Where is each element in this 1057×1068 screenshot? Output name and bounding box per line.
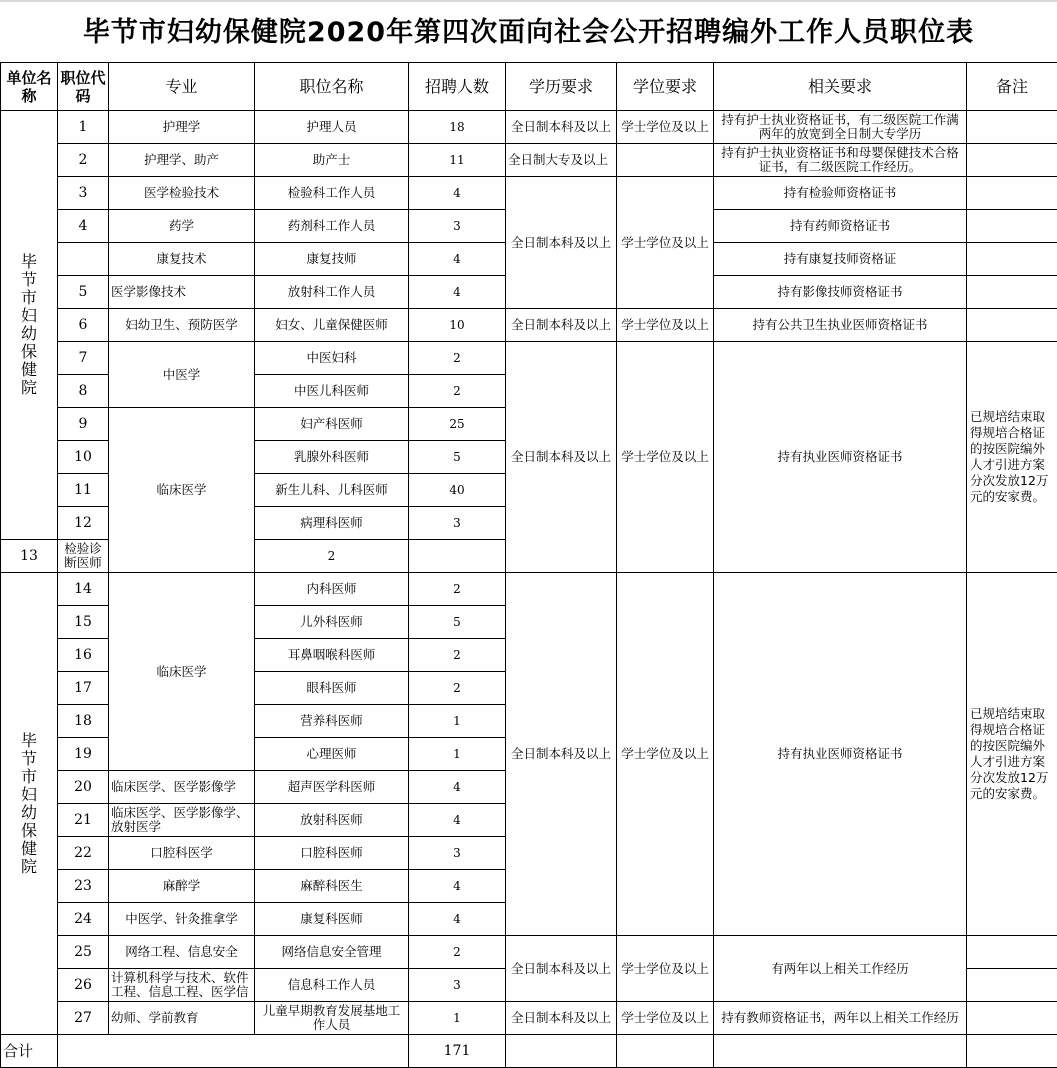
major-cell: 计算机科学与技术、软件工程、信息工程、医学信 (109, 969, 255, 1002)
count-cell: 18 (409, 111, 506, 144)
requirement-cell: 持有护士执业资格证书和母婴保健技术合格证书，有二级医院工作经历。 (714, 144, 967, 177)
degree-cell: 学士学位及以上 (617, 1002, 714, 1035)
code-cell: 7 (58, 342, 109, 375)
table-row (1, 1002, 1057, 1035)
note-cell (967, 144, 1057, 177)
position-cell: 新生儿科、儿科医师 (255, 474, 409, 507)
position-cell: 麻醉科医生 (255, 870, 409, 903)
position-cell: 放射科工作人员 (255, 276, 409, 309)
code-cell: 9 (58, 408, 109, 441)
education-cell: 全日制本科及以上 (506, 309, 617, 342)
code-cell: 6 (58, 309, 109, 342)
page-title: 毕节市妇幼保健院2020年第四次面向社会公开招聘编外工作人员职位表 (0, 0, 1057, 62)
degree-cell: 学士学位及以上 (617, 342, 714, 573)
requirement-cell: 持有检验师资格证书 (714, 177, 967, 210)
code-cell: 27 (58, 1002, 109, 1035)
position-cell: 放射科医师 (255, 804, 409, 837)
code-cell: 2 (58, 144, 109, 177)
position-cell: 营养科医师 (255, 705, 409, 738)
major-cell: 中医学、针灸推拿学 (109, 903, 255, 936)
count-cell: 4 (409, 903, 506, 936)
position-cell: 眼科医师 (255, 672, 409, 705)
requirement-cell: 持有执业医师资格证书 (714, 342, 967, 573)
header-degree: 学位要求 (617, 63, 714, 111)
degree-cell: 学士学位及以上 (617, 177, 714, 309)
code-cell: 26 (58, 969, 109, 1002)
code-cell: 11 (58, 474, 109, 507)
position-cell: 儿外科医师 (255, 606, 409, 639)
position-cell: 药剂科工作人员 (255, 210, 409, 243)
code-cell: 13 (1, 540, 58, 573)
table-row (1, 144, 1057, 177)
count-cell: 40 (409, 474, 506, 507)
requirement-cell: 持有公共卫生执业医师资格证书 (714, 309, 967, 342)
major-cell: 康复技术 (109, 243, 255, 276)
count-cell: 10 (409, 309, 506, 342)
code-cell: 3 (58, 177, 109, 210)
position-cell: 检验科工作人员 (255, 177, 409, 210)
count-cell: 1 (409, 705, 506, 738)
count-cell: 4 (409, 771, 506, 804)
major-cell: 药学 (109, 210, 255, 243)
education-cell: 全日制本科及以上 (506, 573, 617, 936)
education-cell: 全日制大专及以上 (506, 144, 617, 177)
requirement-cell: 持有药师资格证书 (714, 210, 967, 243)
note-cell (967, 276, 1057, 309)
code-cell: 22 (58, 837, 109, 870)
note-cell (967, 243, 1057, 276)
position-cell: 超声医学科医师 (255, 771, 409, 804)
code-cell: 12 (58, 507, 109, 540)
code-cell: 5 (58, 276, 109, 309)
education-cell: 全日制本科及以上 (506, 1002, 617, 1035)
code-cell: 24 (58, 903, 109, 936)
total-count: 171 (409, 1035, 506, 1068)
major-cell: 医学检验技术 (109, 177, 255, 210)
position-cell: 中医儿科医师 (255, 375, 409, 408)
count-cell: 25 (409, 408, 506, 441)
count-cell: 4 (409, 804, 506, 837)
position-cell: 耳鼻咽喉科医师 (255, 639, 409, 672)
table-row (1, 573, 1057, 606)
degree-cell: 学士学位及以上 (617, 111, 714, 144)
header-code: 职位代码 (58, 63, 109, 111)
note-cell: 已规培结束取得规培合格证的按医院编外人才引进方案分次发放12万元的安家费。 (967, 573, 1057, 936)
unit-name-cell: 毕节市妇幼保健院 (1, 111, 58, 540)
code-cell: 23 (58, 870, 109, 903)
requirement-cell: 持有影像技师资格证书 (714, 276, 967, 309)
count-cell: 1 (409, 738, 506, 771)
major-cell: 医学影像技术 (109, 276, 255, 309)
note-cell (967, 1002, 1057, 1035)
major-cell: 中医学 (109, 342, 255, 408)
requirement-cell: 持有教师资格证书，两年以上相关工作经历 (714, 1002, 967, 1035)
degree-cell: 学士学位及以上 (617, 936, 714, 1002)
code-cell: 25 (58, 936, 109, 969)
count-cell: 2 (255, 540, 409, 573)
header-education: 学历要求 (506, 63, 617, 111)
degree-cell: 学士学位及以上 (617, 309, 714, 342)
header-note: 备注 (967, 63, 1057, 111)
position-cell: 心理医师 (255, 738, 409, 771)
note-cell (967, 111, 1057, 144)
position-cell: 内科医师 (255, 573, 409, 606)
count-cell: 2 (409, 573, 506, 606)
major-cell: 临床医学 (109, 408, 255, 573)
header-major: 专业 (109, 63, 255, 111)
education-cell: 全日制本科及以上 (506, 177, 617, 309)
major-cell: 护理学 (109, 111, 255, 144)
note-cell (967, 177, 1057, 210)
count-cell: 2 (409, 375, 506, 408)
count-cell: 4 (409, 276, 506, 309)
total-label: 合计 (1, 1035, 58, 1068)
count-cell: 1 (409, 1002, 506, 1035)
table-row (1, 111, 1057, 144)
total-row (1, 1035, 1057, 1068)
note-cell (967, 936, 1057, 969)
code-cell: 1 (58, 111, 109, 144)
code-cell: 4 (58, 210, 109, 243)
position-cell: 妇女、儿童保健医师 (255, 309, 409, 342)
degree-cell (617, 144, 714, 177)
code-cell: 16 (58, 639, 109, 672)
education-cell: 全日制本科及以上 (506, 936, 617, 1002)
total-education (506, 1035, 617, 1068)
total-requirement (714, 1035, 967, 1068)
position-cell: 儿童早期教育发展基地工作人员 (255, 1002, 409, 1035)
position-cell: 检验诊断医师 (58, 540, 109, 573)
position-table (0, 62, 1057, 1068)
count-cell: 2 (409, 342, 506, 375)
count-cell: 4 (409, 177, 506, 210)
requirement-cell: 持有护士执业资格证书，有二级医院工作满两年的放宽到全日制大专学历 (714, 111, 967, 144)
major-cell: 临床医学、医学影像学 (109, 771, 255, 804)
table-row (1, 936, 1057, 969)
position-cell: 病理科医师 (255, 507, 409, 540)
major-cell: 护理学、助产 (109, 144, 255, 177)
code-cell: 8 (58, 375, 109, 408)
header-requirements: 相关要求 (714, 63, 967, 111)
count-cell: 3 (409, 210, 506, 243)
count-cell: 4 (409, 870, 506, 903)
table-row (1, 177, 1057, 210)
position-cell: 中医妇科 (255, 342, 409, 375)
code-cell: 15 (58, 606, 109, 639)
position-cell: 康复科医师 (255, 903, 409, 936)
major-cell: 麻醉学 (109, 870, 255, 903)
code-cell: 17 (58, 672, 109, 705)
major-cell: 幼师、学前教育 (109, 1002, 255, 1035)
count-cell: 3 (409, 969, 506, 1002)
count-cell: 11 (409, 144, 506, 177)
table-row (1, 309, 1057, 342)
count-cell: 5 (409, 441, 506, 474)
note-cell (967, 969, 1057, 1002)
unit-name-cell: 毕节市妇幼保健院 (1, 573, 58, 1035)
major-cell: 临床医学 (109, 573, 255, 771)
requirement-cell: 有两年以上相关工作经历 (714, 936, 967, 1002)
position-cell: 网络信息安全管理 (255, 936, 409, 969)
position-cell: 助产士 (255, 144, 409, 177)
code-cell: 20 (58, 771, 109, 804)
requirement-cell: 持有执业医师资格证书 (714, 573, 967, 936)
code-cell: 18 (58, 705, 109, 738)
note-cell: 已规培结束取得规培合格证的按医院编外人才引进方案分次发放12万元的安家费。 (967, 342, 1057, 573)
total-note (967, 1035, 1057, 1068)
major-cell: 网络工程、信息安全 (109, 936, 255, 969)
header-position: 职位名称 (255, 63, 409, 111)
position-cell: 护理人员 (255, 111, 409, 144)
count-cell: 4 (409, 243, 506, 276)
code-cell: 19 (58, 738, 109, 771)
requirement-cell: 持有康复技师资格证 (714, 243, 967, 276)
code-cell: 10 (58, 441, 109, 474)
education-cell: 全日制本科及以上 (506, 111, 617, 144)
code-cell (58, 243, 109, 276)
note-cell (967, 309, 1057, 342)
degree-cell: 学士学位及以上 (617, 573, 714, 936)
total-empty (58, 1035, 409, 1068)
position-cell: 康复技师 (255, 243, 409, 276)
count-cell: 5 (409, 606, 506, 639)
major-cell: 口腔科医学 (109, 837, 255, 870)
count-cell: 2 (409, 639, 506, 672)
count-cell: 3 (409, 837, 506, 870)
header-row (1, 63, 1057, 111)
education-cell: 全日制本科及以上 (506, 342, 617, 573)
major-cell: 妇幼卫生、预防医学 (109, 309, 255, 342)
header-count: 招聘人数 (409, 63, 506, 111)
code-cell: 21 (58, 804, 109, 837)
header-unit: 单位名称 (1, 63, 58, 111)
total-degree (617, 1035, 714, 1068)
position-cell: 信息科工作人员 (255, 969, 409, 1002)
position-cell: 乳腺外科医师 (255, 441, 409, 474)
major-cell: 临床医学、医学影像学、放射医学 (109, 804, 255, 837)
count-cell: 2 (409, 672, 506, 705)
table-row (1, 342, 1057, 375)
position-cell: 口腔科医师 (255, 837, 409, 870)
count-cell: 2 (409, 936, 506, 969)
note-cell (967, 210, 1057, 243)
count-cell: 3 (409, 507, 506, 540)
position-cell: 妇产科医师 (255, 408, 409, 441)
code-cell: 14 (58, 573, 109, 606)
